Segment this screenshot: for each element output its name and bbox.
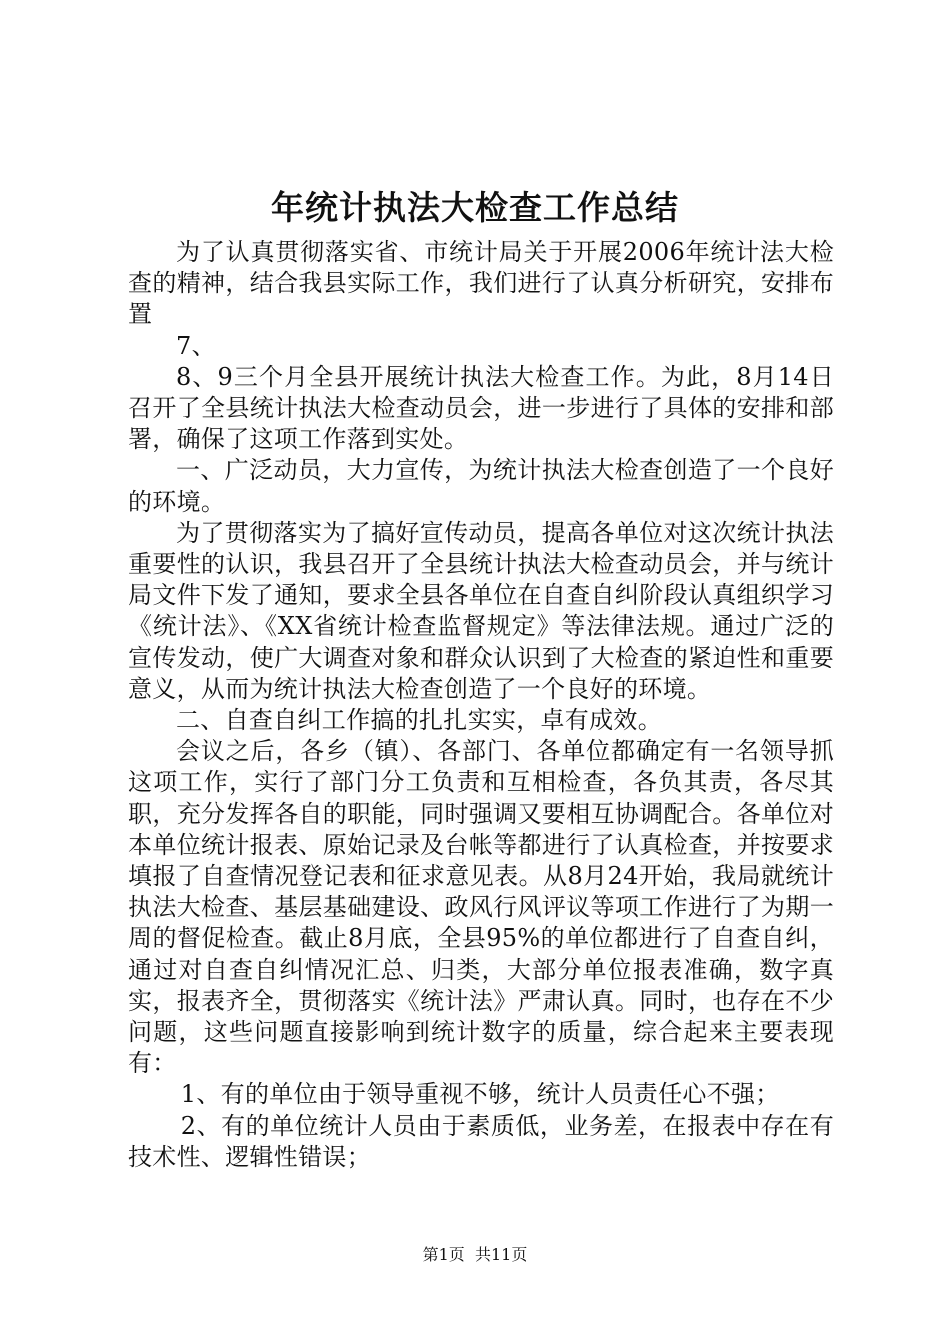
list-item-2: 2、有的单位统计人员由于素质低，业务差，在报表中存在有技术性、逻辑性错误；	[128, 1111, 834, 1171]
section-heading-2: 二、自查自纠工作搞的扎扎实实，卓有成效。	[176, 706, 662, 735]
paragraph-self-check: 会议之后，各乡（镇）、各部门、各单位都确定有一名领导抓这项工作，实行了部门分工负责和互相检查，各负其责，各尽其职，充分发挥各自的职能，同时强调又要相互协调配合。各单位对本单位统计报表、原始记录及台帐等都进行了认真检查，并按要求填报了自查情况登记表和征求意见表。从8月24开始，我局就统计执法大检查、基层基础建设、政风行风评议等项工作进行了为期一周的督促检查。截止8月底，全县95%的单位都进行了自查自纠，通过对自查自纠情况汇总、归类，大部分单位报表准确，数字真实，报表齐全，贯彻落实《统计法》严肃认真。同时，也存在不少问题，这些问题直接影响到统计数字的质量，综合起来主要表现有：	[128, 737, 834, 1078]
paragraph-intro: 为了认真贯彻落实省、市统计局关于开展2006年统计法大检查的精神，结合我县实际工作，我们进行了认真分析研究，安排布置	[128, 238, 834, 329]
document-title: 年统计执法大检查工作总结	[271, 188, 679, 227]
page-footer	[0, 1243, 950, 1267]
page-number: 第1页	[422, 1245, 465, 1264]
document-body	[128, 237, 834, 1173]
paragraph-month-8-9: 8、9三个月全县开展统计执法大检查工作。为此，8月14日召开了全县统计执法大检查动员会，进一步进行了具体的安排和部署，确保了这项工作落到实处。	[128, 362, 834, 454]
paragraph-month-7: 7、	[176, 331, 216, 360]
section-heading-1: 一、广泛动员，大力宣传，为统计执法大检查创造了一个良好的环境。	[128, 456, 834, 516]
list-item-1: 1、有的单位由于领导重视不够，统计人员责任心不强；	[180, 1080, 780, 1109]
paragraph-publicity: 为了贯彻落实为了搞好宣传动员，提高各单位对这次统计执法重要性的认识，我县召开了全县统计执法大检查动员会，并与统计局文件下发了通知，要求全县各单位在自查自纠阶段认真组织学习《统计法》、《XX省统计检查监督规定》等法律法规。通过广泛的宣传发动，使广大调查对象和群众认识到了大检查的紧迫性和重要意义，从而为统计执法大检查创造了一个良好的环境。	[128, 518, 834, 703]
page-total: 共11页	[474, 1245, 528, 1264]
